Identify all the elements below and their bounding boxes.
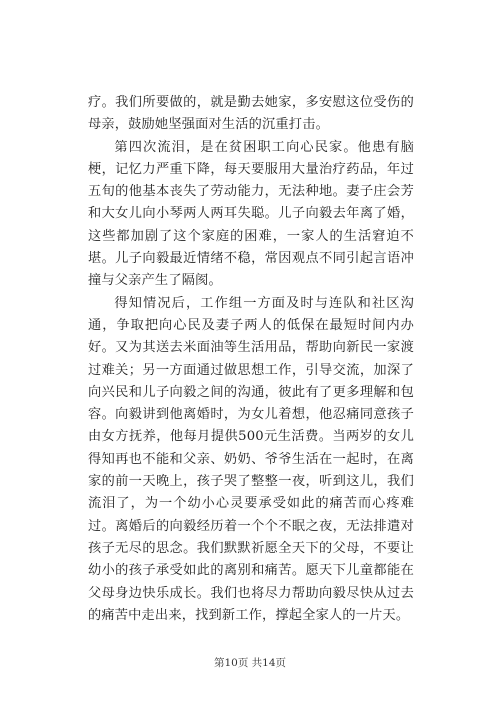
page-number-footer: 第10页 共14页 [213,657,287,669]
paragraph-2: 第四次流泪，是在贫困职工向心民家。他患有脑梗，记忆力严重下降，每天要服用大量治疗药品，年过五旬的他基本丧失了劳动能力，无法种地。妻子庄会芳和大女儿向小琴两人两耳失聪。儿子向毅去年离了婚，这些都加剧了这个家庭的困难，一家人的生活窘迫不堪。儿子向毅最近情绪不稳，常因观点不同引起言语冲撞与父亲产生了隔阂。 [88,139,414,289]
document-body [88,92,414,627]
paragraph-1: 疗。我们所要做的，就是勤去她家，多安慰这位受伤的母亲，鼓励她坚强面对生活的沉重打击。 [88,95,414,133]
paragraph-3: 得知情况后，工作组一方面及时与连队和社区沟通，争取把向心民及妻子两人的低保在最短时间内办好。又为其送去米面油等生活用品，帮助向新民一家渡过难关；另一方面通过做思想工作，引导交流，加深了向兴民和儿子向毅之间的沟通，彼此有了更多理解和包容。向毅讲到他离婚时，为女儿着想，他忍痛同意孩子由女方抚养，他每月提供500元生活费。当两岁的女儿得知再也不能和父亲、奶奶、爷爷生活在一起时，在离家的前一天晚上，孩子哭了整整一夜，听到这儿，我们流泪了，为一个幼小心灵要承受如此的痛苦而心疼难过。离婚后的向毅经历着一个个不眠之夜，无法排遣对孩子无尽的思念。我们默默祈愿全天下的父母，不要让幼小的孩子承受如此的离别和痛苦。愿天下儿童都能在父母身边快乐成长。我们也将尽力帮助向毅尽快从过去的痛苦中走出来，找到新工作，撑起全家人的一片天。 [88,295,414,623]
